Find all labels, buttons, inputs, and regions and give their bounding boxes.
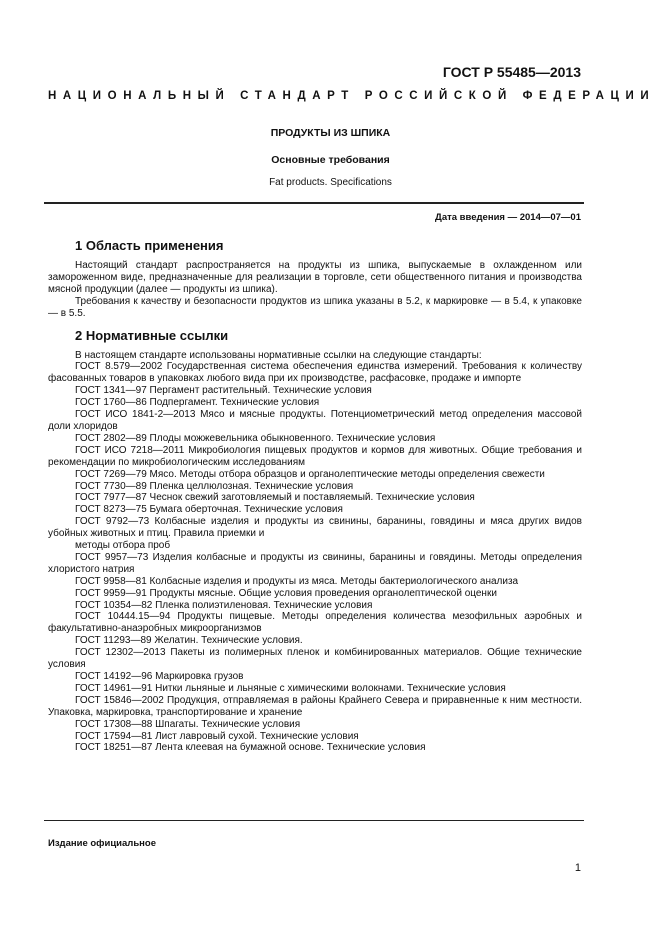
paragraph: ГОСТ ИСО 1841-2—2013 Мясо и мясные продукты. Потенциометрический метод определения массовой доли хлоридов: [48, 409, 582, 432]
national-standard-banner: НАЦИОНАЛЬНЫЙ СТАНДАРТ РОССИЙСКОЙ ФЕДЕРАЦИИ: [48, 90, 656, 102]
page-number: 1: [574, 862, 581, 874]
paragraph: ГОСТ 17594—81 Лист лавровый сухой. Технические условия: [75, 730, 359, 742]
document-body: [48, 236, 582, 754]
paragraph: ГОСТ 11293—89 Желатин. Технические условия.: [75, 635, 303, 647]
paragraph: ГОСТ ИСО 7218—2011 Микробиология пищевых продуктов и кормов для животных. Общие требования и рекомендации по микробиологическим исследованиям: [48, 444, 582, 468]
paragraph: ГОСТ 7977—87 Чеснок свежий заготовляемый и поставляемый. Технические условия: [75, 492, 475, 504]
paragraph: ГОСТ 9957—73 Изделия колбасные и продукты из свинины, баранины и говядины. Методы определения хлористого натрия: [48, 551, 582, 575]
introduction-date: Дата введения — 2014—07—01: [435, 212, 581, 223]
document-subtitle: Основные требования: [271, 154, 390, 166]
section-2-body: [48, 350, 582, 755]
section-1-body: [48, 260, 582, 320]
paragraph: методы отбора проб: [75, 540, 171, 552]
section-2-heading: 2 Нормативные ссылки: [75, 327, 229, 343]
paragraph: ГОСТ 15846—2002 Продукция, отправляемая в районы Крайнего Севера и приравненные к ним местности. Упаковка, маркировка, транспортирование и хранение: [48, 694, 582, 718]
paragraph: ГОСТ 1760—86 Подпергамент. Технические условия: [75, 397, 320, 409]
paragraph: Требования к качеству и безопасности продуктов из шпика указаны в 5.2, к маркировке — в 5.4, к упаковке — в 5.5.: [48, 295, 582, 319]
paragraph: ГОСТ 14961—91 Нитки льняные и льняные с химическими волокнами. Технические условия: [75, 682, 506, 694]
document-title: ПРОДУКТЫ ИЗ ШПИКА: [270, 127, 391, 139]
paragraph: ГОСТ 7269—79 Мясо. Методы отбора образцов и органолептические методы определения свежести: [75, 468, 545, 480]
paragraph: ГОСТ 9958—81 Колбасные изделия и продукты из мяса. Методы бактериологического анализа: [75, 575, 519, 587]
english-title: Fat products. Specifications: [269, 177, 392, 188]
section-1-heading: 1 Область применения: [75, 238, 224, 253]
paragraph: ГОСТ 12302—2013 Пакеты из полимерных пленок и комбинированных материалов. Общие технические условия: [48, 647, 582, 671]
paragraph: ГОСТ 1341—97 Пергамент растительный. Технические условия: [75, 385, 372, 397]
paragraph: ГОСТ 17308—88 Шпагаты. Технические условия: [75, 718, 301, 730]
paragraph: ГОСТ 8273—75 Бумага оберточная. Технические условия: [75, 504, 343, 516]
paragraph: В настоящем стандарте использованы нормативные ссылки на следующие стандарты:: [75, 349, 482, 361]
paragraph: ГОСТ 10444.15—94 Продукты пищевые. Методы определения количества мезофильных аэробных и факультативно-анаэробных микроорганизмов: [48, 611, 582, 635]
paragraph: ГОСТ 14192—96 Маркировка грузов: [75, 671, 244, 682]
paragraph: ГОСТ 9792—73 Колбасные изделия и продукты из свинины, баранины, говядины и мяса других видов убойных животных и птиц. Правила приемки и: [48, 516, 582, 540]
paragraph: Настоящий стандарт распространяется на продукты из шпика, выпускаемые в охлажденном или замороженном виде, предназначенные для реализации в торговле, сети общественного питания и производства мясной продукции (далее — продукты из шпика).: [48, 260, 582, 295]
paragraph: ГОСТ 2802—89 Плоды можжевельника обыкновенного. Технические условия: [75, 432, 436, 444]
official-edition-label: Издание официальное: [48, 838, 156, 849]
paragraph: ГОСТ 18251—87 Лента клеевая на бумажной основе. Технические условия: [75, 742, 426, 754]
bottom-divider: [44, 820, 584, 821]
paragraph: ГОСТ 9959—91 Продукты мясные. Общие условия проведения органолептической оценки: [75, 587, 497, 599]
paragraph: ГОСТ 10354—82 Пленка полиэтиленовая. Технические условия: [75, 599, 373, 611]
paragraph: ГОСТ 7730—89 Пленка целлюлозная. Технические условия: [75, 480, 354, 492]
standard-code: ГОСТ Р 55485—2013: [442, 64, 581, 80]
paragraph: ГОСТ 8.579—2002 Государственная система обеспечения единства измерений. Требования к количеству фасованных товаров в упаковках любого вида при их производстве, расфасовке, продаже и импорте: [48, 361, 582, 385]
top-divider: [44, 202, 584, 204]
